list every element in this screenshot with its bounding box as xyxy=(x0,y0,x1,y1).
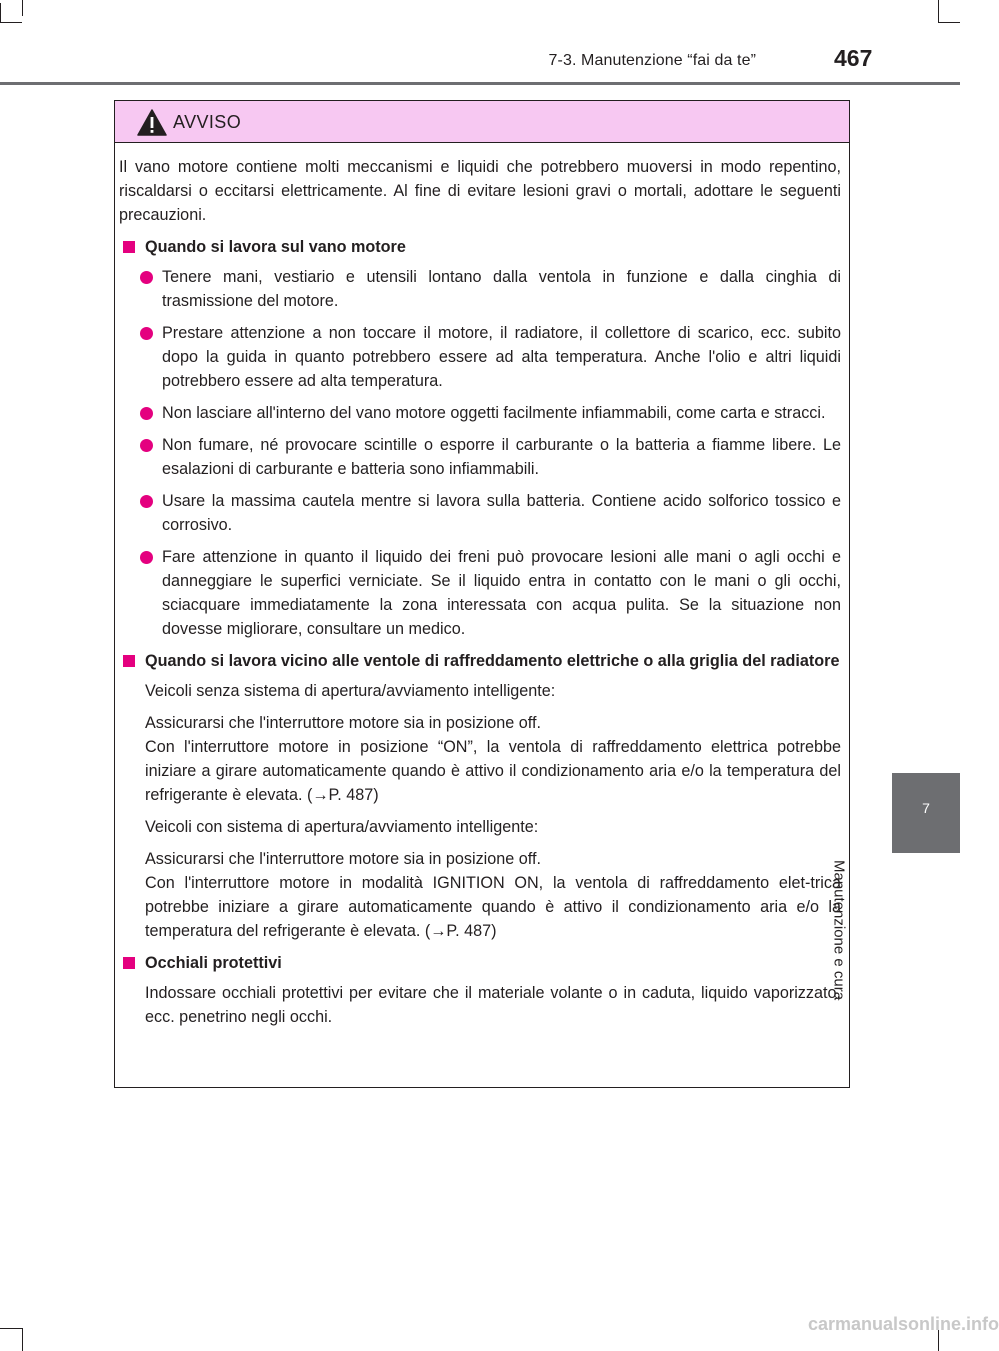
bullet-item: Usare la massima cautela mentre si lavora sulla batteria. Contiene acido solforico tossico e corrosivo. xyxy=(119,489,841,537)
warning-label: AVVISO xyxy=(173,112,242,132)
warning-intro: Il vano motore contiene molti meccanismi e liquidi che potrebbero muoversi in modo repentino, riscaldarsi o eccitarsi elettricamente. Al fine di evitare lesioni gravi o mortali, adottare le seguenti precauzioni. xyxy=(119,158,841,224)
watermark-logo: carmanualsonline.info xyxy=(808,1314,999,1334)
case-heading: Veicoli senza sistema di apertura/avviamento intelligente: xyxy=(145,682,556,700)
bullet-item: Tenere mani, vestiario e utensili lontano dalla ventola in funzione e dalla cinghia di trasmissione del motore. xyxy=(119,265,841,313)
bullet-item: Non lasciare all'interno del vano motore oggetti facilmente infiammabili, come carta e stracci. xyxy=(119,401,841,425)
round-bullet-icon xyxy=(140,271,153,284)
section-heading: Quando si lavora vicino alle ventole di raffreddamento elettriche o alla griglia del radiatore xyxy=(119,649,841,673)
crop-mark xyxy=(0,22,22,23)
section-title: 7-3. Manutenzione “fai da te” xyxy=(548,52,756,69)
square-bullet-icon xyxy=(123,241,135,253)
bullet-item: Fare attenzione in quanto il liquido dei freni può provocare lesioni alle mani o agli occhi e danneggiare le superfici verniciate. Se il liquido entra in contatto con le mani o gli occhi, sciacquare immediatamente la zona interessata con acqua pulita. Se la situazione non dovesse migliorare, consultare un medico. xyxy=(119,545,841,641)
section-text: Indossare occhiali protettivi per evitare che il materiale volante o in caduta, liquido vaporizzato, ecc. penetrino negli occhi. xyxy=(145,984,841,1026)
case-heading: Veicoli con sistema di apertura/avviamento intelligente: xyxy=(145,818,539,836)
crop-mark xyxy=(938,0,939,22)
case-text: Assicurarsi che l'interruttore motore sia in posizione off. Con l'interruttore motore in posizione “ON”, la ventola di raffreddamento elettrica potrebbe iniziare a girare automaticamente quando è attivo il condizionamento aria e/o la temperatura del refrigerante è elevata. (→P. 487) xyxy=(145,714,841,804)
page-number: 467 xyxy=(834,45,873,71)
section-heading: Quando si lavora sul vano motore xyxy=(119,235,841,259)
warning-triangle-icon xyxy=(137,109,167,136)
warning-header xyxy=(115,101,849,143)
warning-box xyxy=(114,100,850,1088)
crop-mark xyxy=(0,3,1,23)
chapter-label-container xyxy=(830,860,926,1045)
chapter-number: 7 xyxy=(922,800,930,816)
round-bullet-icon xyxy=(140,407,153,420)
square-bullet-icon xyxy=(123,655,135,667)
crop-mark xyxy=(0,1328,22,1329)
crop-mark xyxy=(938,22,960,23)
warning-body xyxy=(115,143,849,1029)
header-rule xyxy=(0,82,960,85)
round-bullet-icon xyxy=(140,551,153,564)
round-bullet-icon xyxy=(140,439,153,452)
round-bullet-icon xyxy=(140,495,153,508)
crop-mark xyxy=(22,0,23,16)
bullet-item: Non fumare, né provocare scintille o esporre il carburante o la batteria a fiamme libere. Le esalazioni di carburante e batteria sono infiammabili. xyxy=(119,433,841,481)
chapter-label: Manutenzione e cura xyxy=(830,860,848,1001)
crop-mark xyxy=(22,1328,23,1351)
square-bullet-icon xyxy=(123,957,135,969)
section-heading: Occhiali protettivi xyxy=(119,951,841,975)
round-bullet-icon xyxy=(140,327,153,340)
case-text: Assicurarsi che l'interruttore motore sia in posizione off. Con l'interruttore motore in modalità IGNITION ON, la ventola di raffreddamento elet-trica potrebbe iniziare a girare automaticamente quando è attivo il condizionamento aria e/o la temperatura del refrigerante è elevata. (→P. 487) xyxy=(145,850,841,940)
bullet-item: Prestare attenzione a non toccare il motore, il radiatore, il collettore di scarico, ecc. subito dopo la guida in quanto potrebbero essere ad alta temperatura. Anche l'olio e altri liquidi potrebbero essere ad alta temperatura. xyxy=(119,321,841,393)
